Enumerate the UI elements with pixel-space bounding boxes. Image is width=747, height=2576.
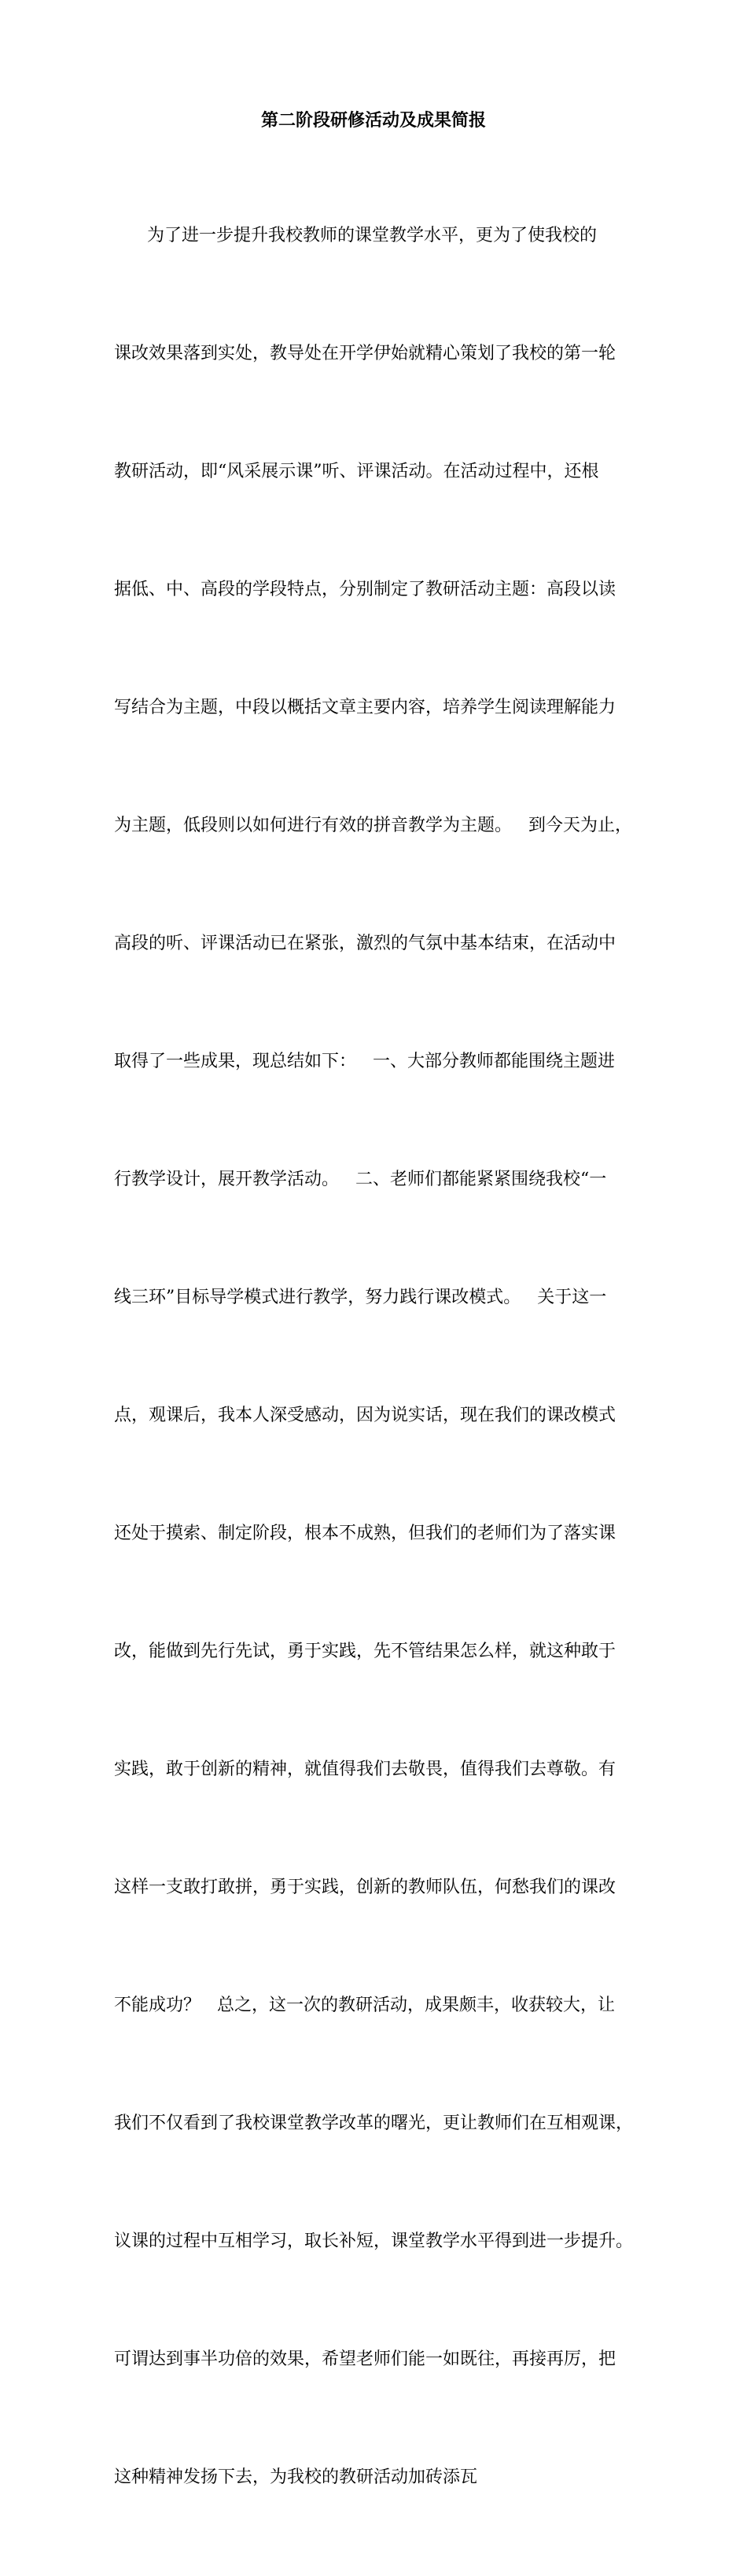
body-line: 可谓达到事半功倍的效果，希望老师们能一如既往，再接再厉，把 [114, 2349, 616, 2369]
body-line: 取得了一些成果，现总结如下： 一、大部分教师都能围绕主题进 [114, 1052, 615, 1071]
body-line: 改，能做到先行先试，勇于实践，先不管结果怎么样，就这种敢于 [114, 1642, 616, 1661]
document-title: 第二阶段研修活动及成果简报 [260, 110, 486, 131]
body-line: 议课的过程中互相学习，取长补短，课堂教学水平得到进一步提升。 [114, 2231, 634, 2251]
body-line: 行教学设计，展开教学活动。 二、老师们都能紧紧围绕我校“一 [114, 1170, 607, 1189]
body-line: 课改效果落到实处，教导处在开学伊始就精心策划了我校的第一轮 [114, 344, 616, 363]
body-line: 线三环”目标导学模式进行教学，努力践行课改模式。 关于这一 [114, 1288, 607, 1307]
document-body [114, 138, 646, 2576]
body-line: 教研活动，即“风采展示课”听、评课活动。在活动过程中，还根 [114, 462, 599, 481]
body-line: 这种精神发扬下去，为我校的教研活动加砖添瓦 [114, 2467, 478, 2487]
body-line: 写结合为主题，中段以概括文章主要内容，培养学生阅读理解能力 [114, 698, 616, 717]
body-line: 为了进一步提升我校教师的课堂教学水平，更为了使我校的 [114, 226, 597, 245]
body-line: 据低、中、高段的学段特点，分别制定了教研活动主题：高段以读 [114, 580, 616, 599]
body-line: 我们不仅看到了我校课堂教学改革的曙光，更让教师们在互相观课， [114, 2113, 634, 2133]
body-line: 为主题，低段则以如何进行有效的拼音教学为主题。 到今天为止， [114, 816, 632, 835]
body-line: 这样一支敢打敢拼，勇于实践，创新的教师队伍，何愁我们的课改 [114, 1878, 616, 1897]
body-line: 还处于摸索、制定阶段，根本不成熟，但我们的老师们为了落实课 [114, 1524, 616, 1543]
body-line: 不能成功？ 总之，这一次的教研活动，成果颇丰，收获较大，让 [114, 1996, 615, 2015]
body-line: 实践，敢于创新的精神，就值得我们去敬畏，值得我们去尊敬。有 [114, 1760, 616, 1779]
body-line: 点，观课后，我本人深受感动，因为说实话，现在我们的课改模式 [114, 1406, 616, 1425]
body-line: 高段的听、评课活动已在紧张，激烈的气氛中基本结束，在活动中 [114, 934, 616, 953]
